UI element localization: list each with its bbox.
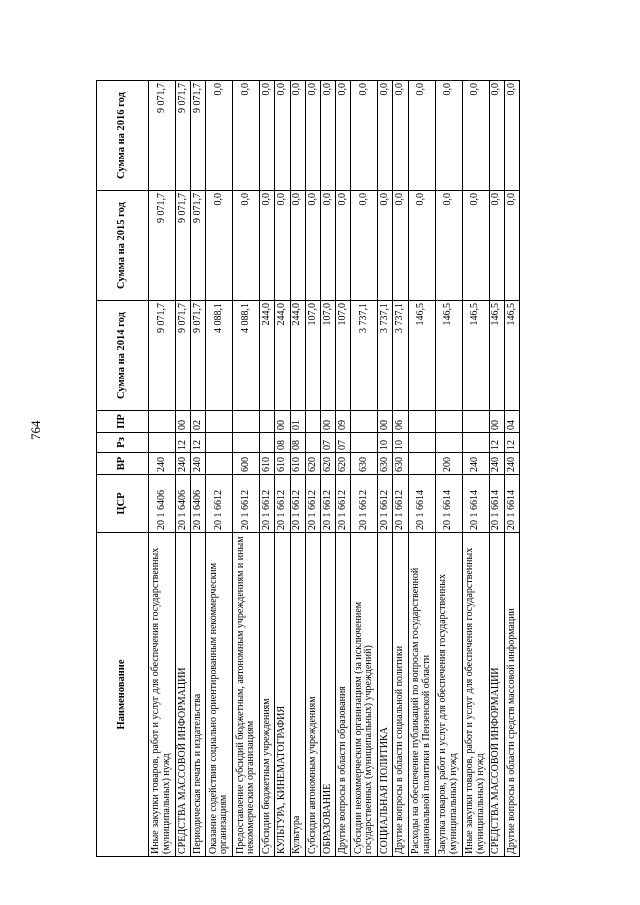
cell-rz: 08 xyxy=(290,433,305,453)
cell-vr: 630 xyxy=(351,453,378,475)
cell-pr: 00 xyxy=(378,411,393,433)
cell-sum-2015: 0,0 xyxy=(233,191,260,301)
cell-pr xyxy=(206,411,233,433)
cell-rz xyxy=(149,433,176,453)
cell-name: ОБРАЗОВАНИЕ xyxy=(320,533,335,857)
cell-sum-2016: 0,0 xyxy=(378,81,393,191)
cell-pr xyxy=(260,411,275,433)
cell-csr: 20 1 6612 xyxy=(233,475,260,533)
cell-name: Закупка товаров, работ и услуг для обеспечения государственных (муниципальных) нужд xyxy=(435,533,462,857)
cell-name: Предоставление субсидий бюджетным, автономным учреждениям и иным некоммерческим организациям xyxy=(233,533,260,857)
cell-vr: 240 xyxy=(489,453,504,475)
cell-name: Субсидии автономным учреждениям xyxy=(305,533,320,857)
cell-rz: 12 xyxy=(489,433,504,453)
cell-sum-2015: 0,0 xyxy=(462,191,489,301)
cell-sum-2014: 4 088,1 xyxy=(206,301,233,411)
budget-table-frame xyxy=(96,81,520,857)
cell-pr: 00 xyxy=(320,411,335,433)
cell-csr: 20 1 6612 xyxy=(305,475,320,533)
cell-rz: 07 xyxy=(320,433,335,453)
cell-sum-2015: 0,0 xyxy=(320,191,335,301)
cell-sum-2015: 0,0 xyxy=(206,191,233,301)
cell-rz: 08 xyxy=(275,433,290,453)
cell-csr: 20 1 6614 xyxy=(435,475,462,533)
cell-sum-2015: 9 071,7 xyxy=(149,191,176,301)
cell-csr: 20 1 6612 xyxy=(320,475,335,533)
column-header-sum-2015: Сумма на 2015 год xyxy=(97,191,149,301)
table-row xyxy=(462,81,489,857)
cell-vr: 600 xyxy=(233,453,260,475)
cell-sum-2016: 0,0 xyxy=(393,81,408,191)
cell-sum-2016: 0,0 xyxy=(260,81,275,191)
table-row xyxy=(336,81,351,857)
cell-sum-2016: 9 071,7 xyxy=(175,81,190,191)
cell-sum-2015: 0,0 xyxy=(378,191,393,301)
cell-sum-2016: 0,0 xyxy=(290,81,305,191)
cell-csr: 20 1 6612 xyxy=(260,475,275,533)
cell-rz xyxy=(206,433,233,453)
cell-sum-2016: 0,0 xyxy=(275,81,290,191)
cell-csr: 20 1 6614 xyxy=(504,475,519,533)
cell-rz: 07 xyxy=(336,433,351,453)
table-header-row xyxy=(97,81,149,857)
cell-sum-2014: 146,5 xyxy=(462,301,489,411)
cell-sum-2016: 9 071,7 xyxy=(191,81,206,191)
column-header-name: Наименование xyxy=(97,533,149,857)
cell-rz xyxy=(435,433,462,453)
cell-sum-2016: 0,0 xyxy=(504,81,519,191)
table-row xyxy=(206,81,233,857)
cell-csr: 20 1 6406 xyxy=(175,475,190,533)
cell-name: Другие вопросы в области образования xyxy=(336,533,351,857)
cell-rz xyxy=(260,433,275,453)
cell-sum-2016: 0,0 xyxy=(489,81,504,191)
table-row xyxy=(320,81,335,857)
cell-sum-2014: 9 071,7 xyxy=(149,301,176,411)
cell-sum-2016: 0,0 xyxy=(408,81,435,191)
cell-vr: 630 xyxy=(393,453,408,475)
cell-pr: 04 xyxy=(504,411,519,433)
cell-sum-2016: 9 071,7 xyxy=(149,81,176,191)
cell-sum-2016: 0,0 xyxy=(320,81,335,191)
cell-name: Периодическая печать и издательства xyxy=(191,533,206,857)
cell-sum-2014: 244,0 xyxy=(290,301,305,411)
cell-sum-2015: 0,0 xyxy=(489,191,504,301)
page-number: 764 xyxy=(28,420,43,440)
table-row xyxy=(233,81,260,857)
table-row xyxy=(191,81,206,857)
table-row xyxy=(408,81,435,857)
cell-name: Другие вопросы в области средств массовой информации xyxy=(504,533,519,857)
cell-sum-2014: 107,0 xyxy=(336,301,351,411)
cell-vr xyxy=(206,453,233,475)
cell-pr: 00 xyxy=(175,411,190,433)
column-header-pr: ПР xyxy=(97,411,149,433)
table-row xyxy=(305,81,320,857)
cell-sum-2014: 9 071,7 xyxy=(175,301,190,411)
cell-vr: 610 xyxy=(290,453,305,475)
cell-sum-2015: 0,0 xyxy=(393,191,408,301)
cell-csr: 20 1 6612 xyxy=(290,475,305,533)
cell-csr: 20 1 6614 xyxy=(408,475,435,533)
cell-sum-2014: 3 737,1 xyxy=(351,301,378,411)
cell-vr: 240 xyxy=(462,453,489,475)
cell-sum-2014: 9 071,7 xyxy=(191,301,206,411)
cell-sum-2014: 4 088,1 xyxy=(233,301,260,411)
cell-pr xyxy=(305,411,320,433)
cell-rz: 10 xyxy=(378,433,393,453)
cell-sum-2015: 9 071,7 xyxy=(191,191,206,301)
cell-pr xyxy=(462,411,489,433)
column-header-sum-2014: Сумма на 2014 год xyxy=(97,301,149,411)
cell-sum-2014: 244,0 xyxy=(275,301,290,411)
cell-rz xyxy=(233,433,260,453)
cell-sum-2015: 0,0 xyxy=(435,191,462,301)
cell-name: КУЛЬТУРА, КИНЕМАТОГРАФИЯ xyxy=(275,533,290,857)
cell-pr xyxy=(435,411,462,433)
table-row xyxy=(175,81,190,857)
cell-pr xyxy=(233,411,260,433)
cell-sum-2014: 146,5 xyxy=(435,301,462,411)
cell-csr: 20 1 6612 xyxy=(336,475,351,533)
cell-sum-2014: 244,0 xyxy=(260,301,275,411)
cell-sum-2014: 107,0 xyxy=(320,301,335,411)
table-row xyxy=(435,81,462,857)
table-body xyxy=(149,81,520,857)
table-row xyxy=(378,81,393,857)
cell-pr: 01 xyxy=(290,411,305,433)
cell-vr xyxy=(408,453,435,475)
cell-rz: 10 xyxy=(393,433,408,453)
cell-pr xyxy=(351,411,378,433)
cell-csr: 20 1 6612 xyxy=(393,475,408,533)
cell-sum-2016: 0,0 xyxy=(336,81,351,191)
cell-vr: 620 xyxy=(305,453,320,475)
cell-csr: 20 1 6612 xyxy=(275,475,290,533)
cell-rz xyxy=(408,433,435,453)
cell-vr: 630 xyxy=(378,453,393,475)
table-row xyxy=(290,81,305,857)
cell-csr: 20 1 6614 xyxy=(489,475,504,533)
cell-name: Иные закупки товаров, работ и услуг для обеспечения государственных (муниципальных) нужд xyxy=(149,533,176,857)
cell-vr: 240 xyxy=(175,453,190,475)
cell-name: СРЕДСТВА МАССОВОЙ ИНФОРМАЦИИ xyxy=(175,533,190,857)
cell-sum-2015: 0,0 xyxy=(275,191,290,301)
cell-sum-2014: 3 737,1 xyxy=(378,301,393,411)
cell-csr: 20 1 6612 xyxy=(351,475,378,533)
cell-sum-2015: 0,0 xyxy=(260,191,275,301)
cell-sum-2015: 0,0 xyxy=(336,191,351,301)
cell-name: Субсидии бюджетным учреждениям xyxy=(260,533,275,857)
cell-csr: 20 1 6614 xyxy=(462,475,489,533)
cell-rz xyxy=(351,433,378,453)
cell-sum-2015: 0,0 xyxy=(408,191,435,301)
cell-vr: 620 xyxy=(336,453,351,475)
cell-sum-2015: 9 071,7 xyxy=(175,191,190,301)
cell-sum-2015: 0,0 xyxy=(504,191,519,301)
cell-vr: 240 xyxy=(149,453,176,475)
cell-sum-2014: 146,5 xyxy=(408,301,435,411)
cell-sum-2015: 0,0 xyxy=(351,191,378,301)
table-row xyxy=(149,81,176,857)
cell-sum-2014: 146,5 xyxy=(504,301,519,411)
cell-csr: 20 1 6612 xyxy=(206,475,233,533)
cell-name: Субсидии некоммерческим организациям (за исключением государственных (муниципальных) учреждений) xyxy=(351,533,378,857)
cell-name: Культура xyxy=(290,533,305,857)
cell-rz xyxy=(462,433,489,453)
cell-pr xyxy=(149,411,176,433)
column-header-sum-2016: Сумма на 2016 год xyxy=(97,81,149,191)
table-row xyxy=(260,81,275,857)
cell-pr: 09 xyxy=(336,411,351,433)
cell-name: Иные закупки товаров, работ и услуг для обеспечения государственных (муниципальных) нужд xyxy=(462,533,489,857)
table-row xyxy=(351,81,378,857)
cell-rz: 12 xyxy=(175,433,190,453)
table-row xyxy=(393,81,408,857)
cell-sum-2016: 0,0 xyxy=(305,81,320,191)
cell-csr: 20 1 6406 xyxy=(191,475,206,533)
cell-sum-2015: 0,0 xyxy=(305,191,320,301)
table-row xyxy=(489,81,504,857)
column-header-rz: Рз xyxy=(97,433,149,453)
cell-pr: 00 xyxy=(489,411,504,433)
cell-vr: 200 xyxy=(435,453,462,475)
cell-name: СОЦИАЛЬНАЯ ПОЛИТИКА xyxy=(378,533,393,857)
cell-vr: 620 xyxy=(320,453,335,475)
cell-name: Расходы на обеспечение публикаций по вопросам государственной национальной политики в Пензенской области xyxy=(408,533,435,857)
cell-sum-2016: 0,0 xyxy=(462,81,489,191)
cell-vr: 610 xyxy=(260,453,275,475)
cell-sum-2014: 146,5 xyxy=(489,301,504,411)
cell-csr: 20 1 6406 xyxy=(149,475,176,533)
cell-sum-2014: 107,0 xyxy=(305,301,320,411)
cell-pr: 06 xyxy=(393,411,408,433)
budget-table xyxy=(96,80,520,857)
cell-csr: 20 1 6612 xyxy=(378,475,393,533)
table-row xyxy=(504,81,519,857)
cell-sum-2015: 0,0 xyxy=(290,191,305,301)
cell-vr: 240 xyxy=(191,453,206,475)
cell-rz: 12 xyxy=(504,433,519,453)
cell-sum-2016: 0,0 xyxy=(206,81,233,191)
cell-pr xyxy=(408,411,435,433)
cell-vr: 240 xyxy=(504,453,519,475)
cell-vr: 610 xyxy=(275,453,290,475)
cell-sum-2016: 0,0 xyxy=(351,81,378,191)
cell-rz xyxy=(305,433,320,453)
column-header-vr: ВР xyxy=(97,453,149,475)
cell-pr: 00 xyxy=(275,411,290,433)
table-row xyxy=(275,81,290,857)
column-header-csr: ЦСР xyxy=(97,475,149,533)
cell-name: Другие вопросы в области социальной политики xyxy=(393,533,408,857)
cell-sum-2014: 3 737,1 xyxy=(393,301,408,411)
cell-sum-2016: 0,0 xyxy=(233,81,260,191)
cell-name: СРЕДСТВА МАССОВОЙ ИНФОРМАЦИИ xyxy=(489,533,504,857)
cell-name: Оказание содействия социально ориентированным некоммерческим организациям xyxy=(206,533,233,857)
cell-rz: 12 xyxy=(191,433,206,453)
cell-pr: 02 xyxy=(191,411,206,433)
cell-sum-2016: 0,0 xyxy=(435,81,462,191)
